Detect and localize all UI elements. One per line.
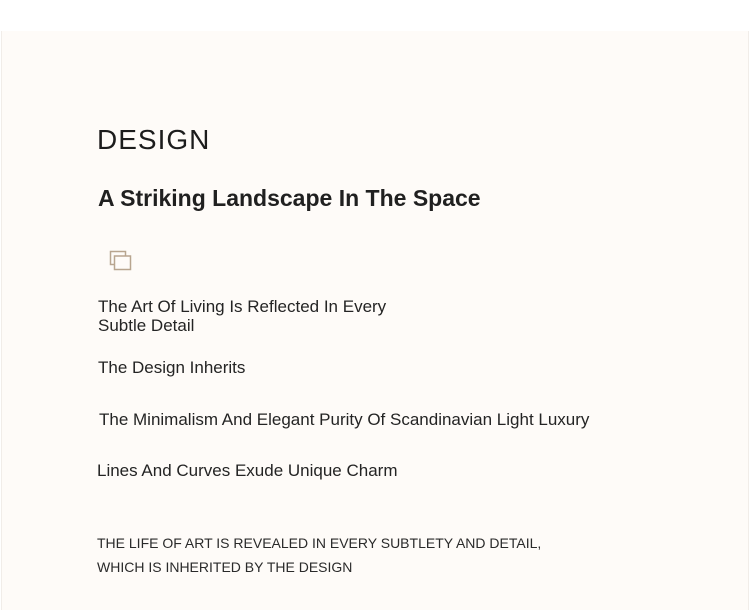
section-label: DESIGN [97,124,211,155]
caption [97,531,541,579]
top-bar [0,0,750,31]
copy-icon[interactable] [109,250,133,274]
text-line-lines-curves: Lines And Curves Exude Unique Charm [97,461,398,480]
text-line-art-of-living: The Art Of Living Is Reflected In Every Subtle Detail [98,297,387,335]
caption-line-1: THE LIFE OF ART IS REVEALED IN EVERY SUBTLETY AND DETAIL, [97,535,542,551]
page-heading: A Striking Landscape In The Space [98,185,481,211]
text-line-minimalism: The Minimalism And Elegant Purity Of Scandinavian Light Luxury [99,410,590,429]
text-line-design-inherits: The Design Inherits [98,358,246,377]
caption-line-2: WHICH IS INHERITED BY THE DESIGN [97,559,353,575]
